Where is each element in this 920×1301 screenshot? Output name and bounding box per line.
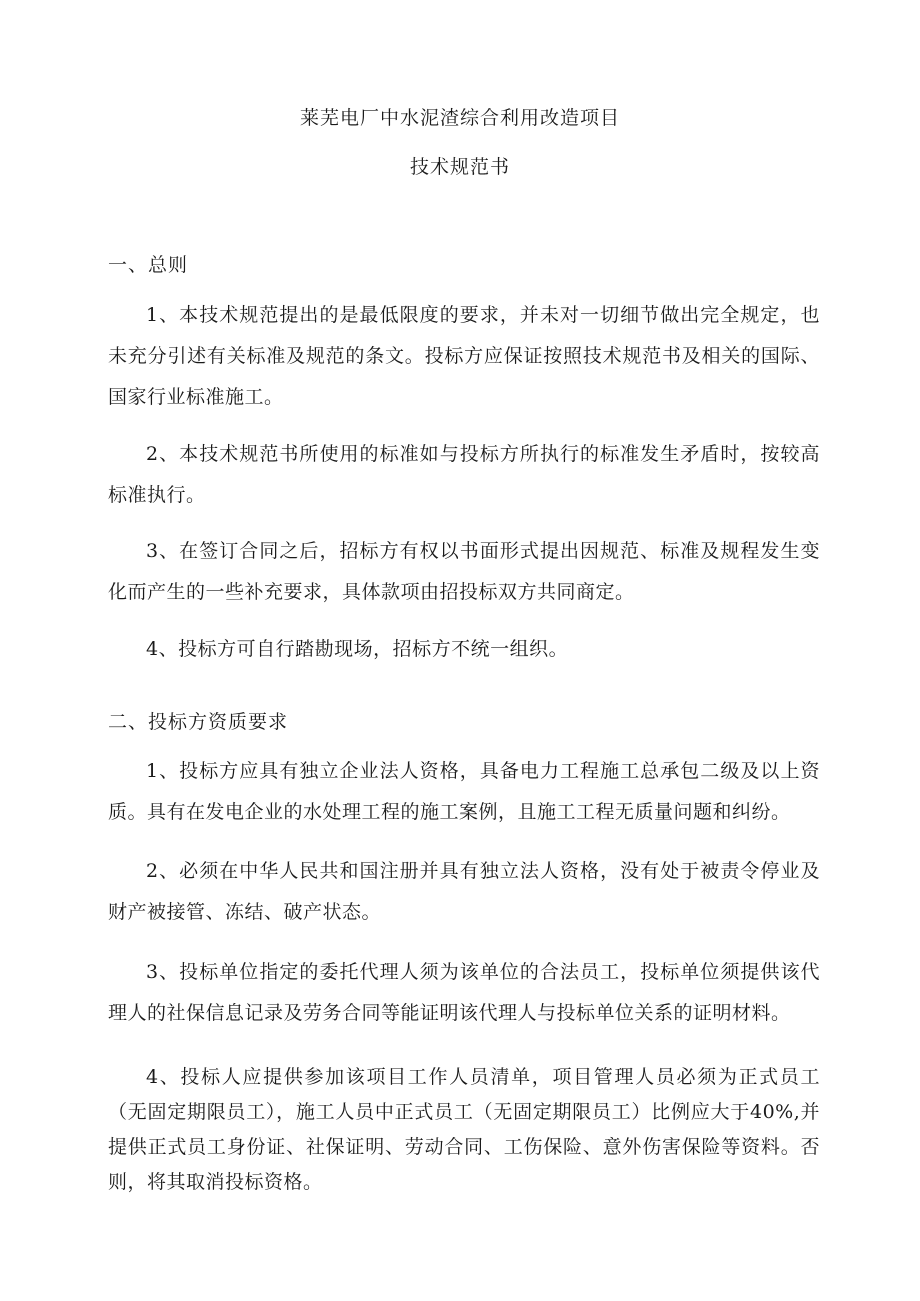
paragraph-general-3: 3、在签订合同之后，招标方有权以书面形式提出因规范、标准及规程发生变化而产生的一些补充要求，具体款项由招投标双方共同商定。 [108,540,820,603]
paragraph-qualification-4: 4、投标人应提供参加该项目工作人员清单，项目管理人员必须为正式员工（无固定期限员工），施工人员中正式员工（无固定期限员工）比例应大于40%,并提供正式员工身份证、社保证明、劳动合同、工伤保险、意外伤害保险等资料。否则，将其取消投标资格。 [108,1066,820,1193]
document-subtitle: 技术规范书 [409,156,510,178]
paragraph-general-2: 2、本技术规范书所使用的标准如与投标方所执行的标准发生矛盾时，按较高标准执行。 [108,443,820,506]
document-title: 莱芜电厂中水泥渣综合利用改造项目 [299,107,620,129]
paragraph-general-1: 1、本技术规范提出的是最低限度的要求，并未对一切细节做出完全规定，也未充分引述有关标准及规范的条文。投标方应保证按照技术规范书及相关的国际、国家行业标准施工。 [108,304,820,408]
paragraph-qualification-2: 2、必须在中华人民共和国注册并具有独立法人资格，没有处于被责令停业及财产被接管、冻结、破产状态。 [108,860,820,923]
section-heading-qualification: 二、投标方资质要求 [108,711,289,733]
paragraph-qualification-3: 3、投标单位指定的委托代理人须为该单位的合法员工，投标单位须提供该代理人的社保信息记录及劳务合同等能证明该代理人与投标单位关系的证明材料。 [108,961,820,1024]
section-heading-general: 一、总则 [108,254,189,276]
paragraph-general-4: 4、投标方可自行踏勘现场，招标方不统一组织。 [146,638,569,660]
paragraph-qualification-1: 1、投标方应具有独立企业法人资格，具备电力工程施工总承包二级及以上资质。具有在发电企业的水处理工程的施工案例，且施工工程无质量问题和纠纷。 [108,760,820,823]
